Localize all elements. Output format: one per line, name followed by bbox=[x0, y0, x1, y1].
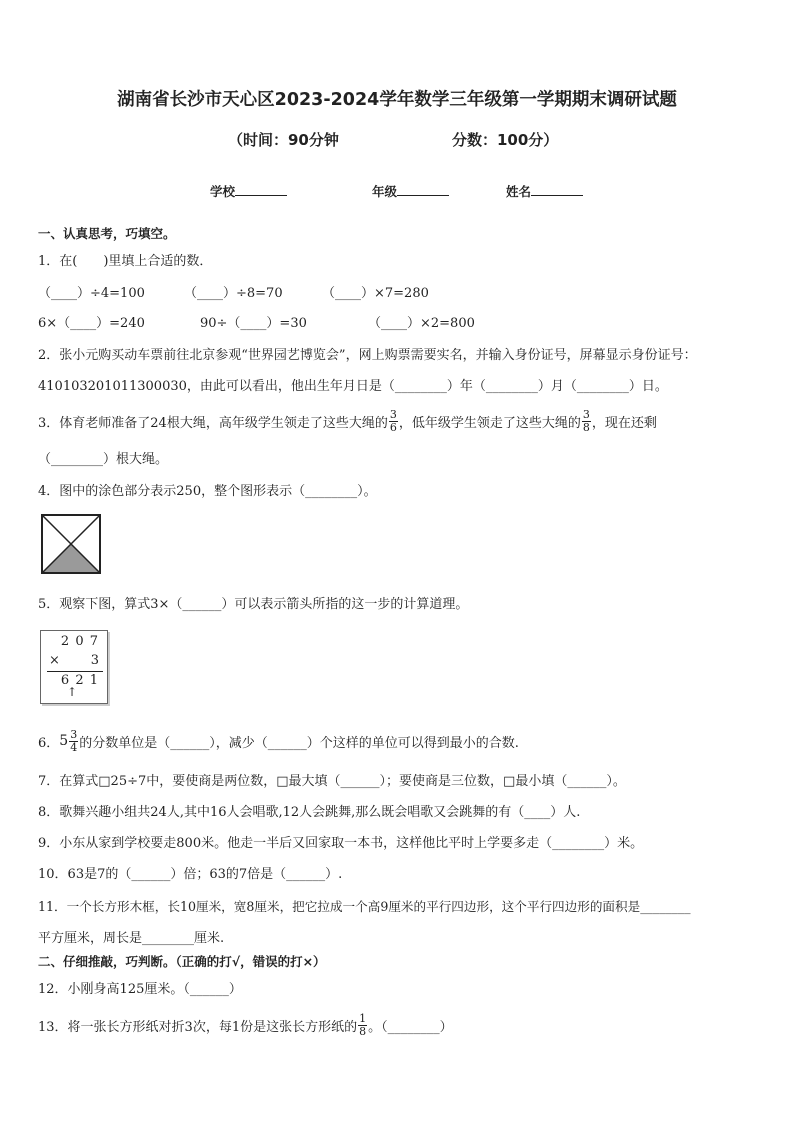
school-label: 学校 bbox=[210, 184, 236, 199]
q6-mixed-whole: 5 bbox=[59, 733, 69, 749]
q13-text-1: 13．将一张长方形纸对折3次，每1份是这张长方形纸的 bbox=[38, 1019, 358, 1035]
q1-stem: 1．在( )里填上合适的数． bbox=[38, 254, 213, 269]
q2-line1: 2．张小元购买动车票前往北京参观“世界园艺博览会”，网上购票需要实名，并输入身份证号，屏幕显示身份证号： bbox=[38, 348, 697, 363]
q6-frac-numerator: 3 bbox=[70, 727, 78, 741]
q5-arrow-icon: ↑ bbox=[67, 685, 78, 699]
q5-row-multiplicand: 2 0 7 bbox=[60, 634, 99, 649]
section1-heading: 一、认真思考，巧填空。 bbox=[38, 226, 176, 241]
q6-line bbox=[38, 722, 519, 760]
q9-stem: 9．小东从家到学校要走800米。他走一半后又回家取一本书，这样他比平时上学要多走（________）米。 bbox=[38, 836, 644, 851]
q5-multiply-sign: × bbox=[49, 653, 60, 668]
q5-rule-line bbox=[47, 671, 103, 672]
q2-line2: 410103201011300030，由此可以看出，他出生年月日是（________）年（________）月（________）日。 bbox=[38, 379, 668, 394]
grade-field bbox=[372, 182, 449, 200]
q6-number: 6． bbox=[38, 735, 60, 751]
q13-frac-denominator: 8 bbox=[359, 1024, 367, 1038]
section2-heading: 二、仔细推敲，巧判断。（正确的打√，错误的打×） bbox=[38, 954, 326, 969]
q3-fraction-1 bbox=[389, 409, 398, 434]
exam-time: （时间：90分钟 bbox=[228, 131, 339, 149]
q5-row-product: 6 2 1 bbox=[60, 673, 99, 688]
q8-stem: 8．歌舞兴趣小组共24人,其中16人会唱歌,12人会跳舞,那么既会唱歌又会跳舞的有（____）人. bbox=[38, 805, 581, 820]
q13-frac-numerator: 1 bbox=[359, 1011, 367, 1025]
q6-text: 的分数单位是（______），减少（______）个这样的单位可以得到最小的合数. bbox=[79, 735, 519, 751]
name-blank bbox=[531, 182, 583, 196]
q3-text-2: ，低年级学生领走了这些大绳的 bbox=[398, 415, 581, 431]
q11-line1: 11．一个长方形木框，长10厘米，宽8厘米，把它拉成一个高9厘米的平行四边形，这个平行四边形的面积是________ bbox=[38, 899, 691, 914]
grade-blank bbox=[397, 182, 449, 196]
q1-item-2: （____）÷8=70 bbox=[184, 286, 283, 301]
q11-line2: 平方厘米，周长是________厘米. bbox=[38, 931, 225, 946]
q1-item-1: （____）÷4=100 bbox=[38, 286, 145, 301]
q6-frac-denominator: 4 bbox=[70, 740, 78, 754]
q5-row-multiplier: 3 bbox=[90, 653, 99, 668]
q13-text-2: 。（________） bbox=[368, 1019, 453, 1035]
grade-label: 年级 bbox=[372, 184, 398, 199]
q10-stem: 10．63是7的（______）倍；63的7倍是（______）. bbox=[38, 867, 343, 882]
q5-stem: 5．观察下图，算式3×（______）可以表示箭头所指的这一步的计算道理。 bbox=[38, 597, 469, 612]
q7-stem: 7．在算式□25÷7中，要使商是两位数，□最大填（______）；要使商是三位数，□最小填（______）。 bbox=[38, 774, 626, 789]
q3-text-1: 3．体育老师准备了24根大绳，高年级学生领走了这些大绳的 bbox=[38, 415, 388, 431]
q3-line2: （________）根大绳。 bbox=[38, 452, 169, 467]
q13-line bbox=[38, 1006, 453, 1044]
name-label: 姓名 bbox=[506, 184, 532, 199]
school-field bbox=[210, 182, 287, 200]
q3-frac2-denominator: 8 bbox=[582, 420, 590, 434]
school-blank bbox=[235, 182, 287, 196]
q3-text-3: ，现在还剩 bbox=[591, 415, 657, 431]
name-field bbox=[506, 182, 583, 200]
q3-fraction-2 bbox=[582, 409, 591, 434]
q3-frac1-numerator: 3 bbox=[389, 407, 397, 421]
q3-frac2-numerator: 3 bbox=[582, 407, 590, 421]
q4-shaded-triangle bbox=[42, 544, 100, 573]
q12-stem: 12．小刚身高125厘米。（______） bbox=[38, 982, 242, 997]
q1-item-6: （____）×2=800 bbox=[368, 316, 475, 331]
q3-frac1-denominator: 6 bbox=[389, 420, 397, 434]
q4-square-figure bbox=[40, 513, 102, 575]
exam-score: 分数：100分） bbox=[452, 131, 559, 149]
q1-item-4: 6×（____）=240 bbox=[38, 316, 145, 331]
q1-item-5: 90÷（____）=30 bbox=[200, 316, 307, 331]
q6-fraction bbox=[69, 729, 78, 754]
q1-item-3: （____）×7=280 bbox=[322, 286, 429, 301]
exam-title: 湖南省长沙市天心区2023-2024学年数学三年级第一学期期末调研试题 bbox=[117, 90, 677, 110]
q4-stem: 4．图中的涂色部分表示250，整个图形表示（________）。 bbox=[38, 484, 377, 499]
q5-vertical-multiplication bbox=[40, 630, 108, 704]
q3-line1 bbox=[38, 404, 657, 438]
q13-fraction bbox=[358, 1013, 367, 1038]
